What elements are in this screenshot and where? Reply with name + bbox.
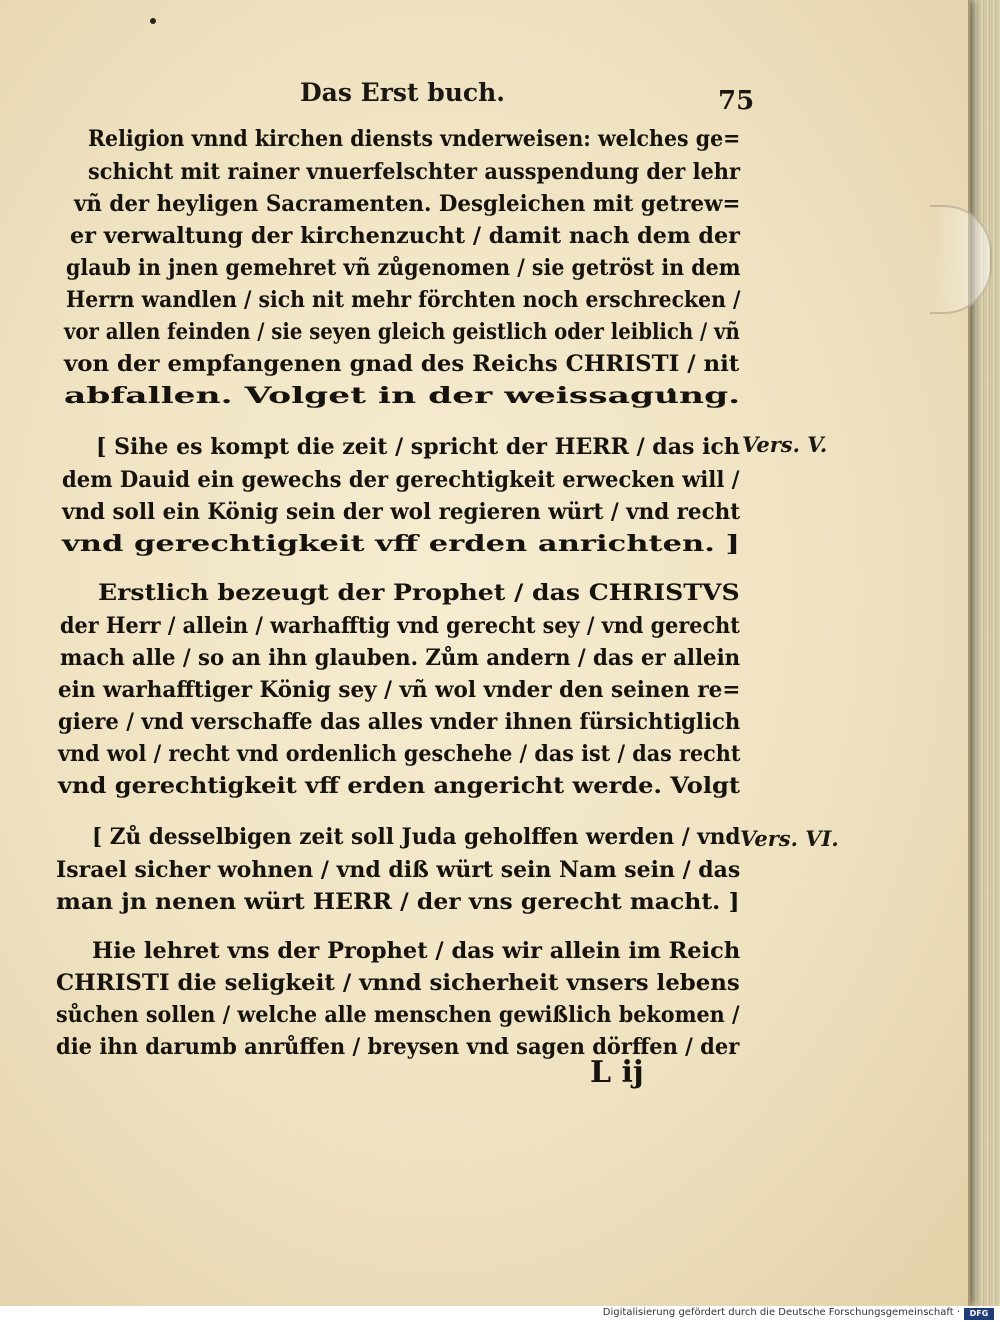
text-line: sůchen sollen / welche alle menschen gewißlich bekomen / xyxy=(56,1002,740,1028)
text-line: er verwaltung der kirchenzucht / damit nach dem der xyxy=(70,223,740,249)
signature-mark: L ij xyxy=(590,1055,644,1090)
text-line: abfallen. Volget in der weissagung. xyxy=(64,383,741,409)
text-line: vor allen feinden / sie seyen gleich geistlich oder leiblich / vñ xyxy=(64,319,740,345)
dfg-logo: DFG xyxy=(964,1308,994,1320)
folio-number: 75 xyxy=(718,86,755,116)
text-line: schicht mit rainer vnuerfelschter ausspendung der lehr xyxy=(88,159,740,185)
text-line: [ Zů desselbigen zeit soll Juda geholffen werden / vnd xyxy=(92,824,741,850)
margin-note: Vers. V. xyxy=(742,432,828,457)
text-line: vñ der heyligen Sacramenten. Desgleichen mit getrew= xyxy=(74,191,741,217)
text-line: Erstlich bezeugt der Prophet / das CHRISTVS xyxy=(98,580,740,606)
text-line: vnd gerechtigkeit vff erden angericht werde. Volgt xyxy=(58,773,741,799)
text-line: die ihn darumb anrůffen / breysen vnd sagen dörffen / der xyxy=(56,1034,740,1060)
text-line: [ Sihe es kompt die zeit / spricht der HERR / das ich xyxy=(96,434,740,460)
text-line: Israel sicher wohnen / vnd diß würt sein Nam sein / das xyxy=(56,857,741,883)
text-line: Hie lehret vns der Prophet / das wir allein im Reich xyxy=(92,938,741,964)
margin-note: Vers. VI. xyxy=(740,826,839,851)
text-line: vnd wol / recht vnd ordenlich geschehe / das ist / das recht xyxy=(58,741,741,767)
text-line: Religion vnnd kirchen diensts vnderweisen: welches ge= xyxy=(88,126,741,152)
text-line: von der empfangenen gnad des Reichs CHRISTI / nit xyxy=(64,351,740,377)
text-line: CHRISTI die seligkeit / vnnd sicherheit vnsers lebens xyxy=(56,970,740,996)
text-line: der Herr / allein / warhafftig vnd gerecht sey / vnd gerecht xyxy=(60,613,740,639)
text-line: Herrn wandlen / sich nit mehr förchten noch erschrecken / xyxy=(66,287,741,313)
text-line: giere / vnd verschaffe das alles vnder ihnen fürsichtiglich xyxy=(58,709,741,735)
ink-speck xyxy=(150,18,156,24)
footer-credit: Digitalisierung gefördert durch die Deutsche Forschungsgemeinschaft · xyxy=(602,1307,960,1318)
footer-bar xyxy=(0,1306,1000,1322)
text-line: man jn nenen würt HERR / der vns gerecht macht. ] xyxy=(56,889,740,915)
text-line: vnd gerechtigkeit vff erden anrichten. ] xyxy=(62,531,740,557)
text-line: dem Dauid ein gewechs der gerechtigkeit erwecken will / xyxy=(62,467,740,493)
text-line: vnd soll ein König sein der wol regieren würt / vnd recht xyxy=(62,499,741,525)
text-line: ein warhafftiger König sey / vñ wol vnder den seinen re= xyxy=(58,677,741,703)
text-line: glaub in jnen gemehret vñ zůgenomen / sie getröst in dem xyxy=(66,255,741,281)
running-head: Das Erst buch. xyxy=(300,78,505,107)
text-line: mach alle / so an ihn glauben. Zům andern / das er allein xyxy=(60,645,741,671)
